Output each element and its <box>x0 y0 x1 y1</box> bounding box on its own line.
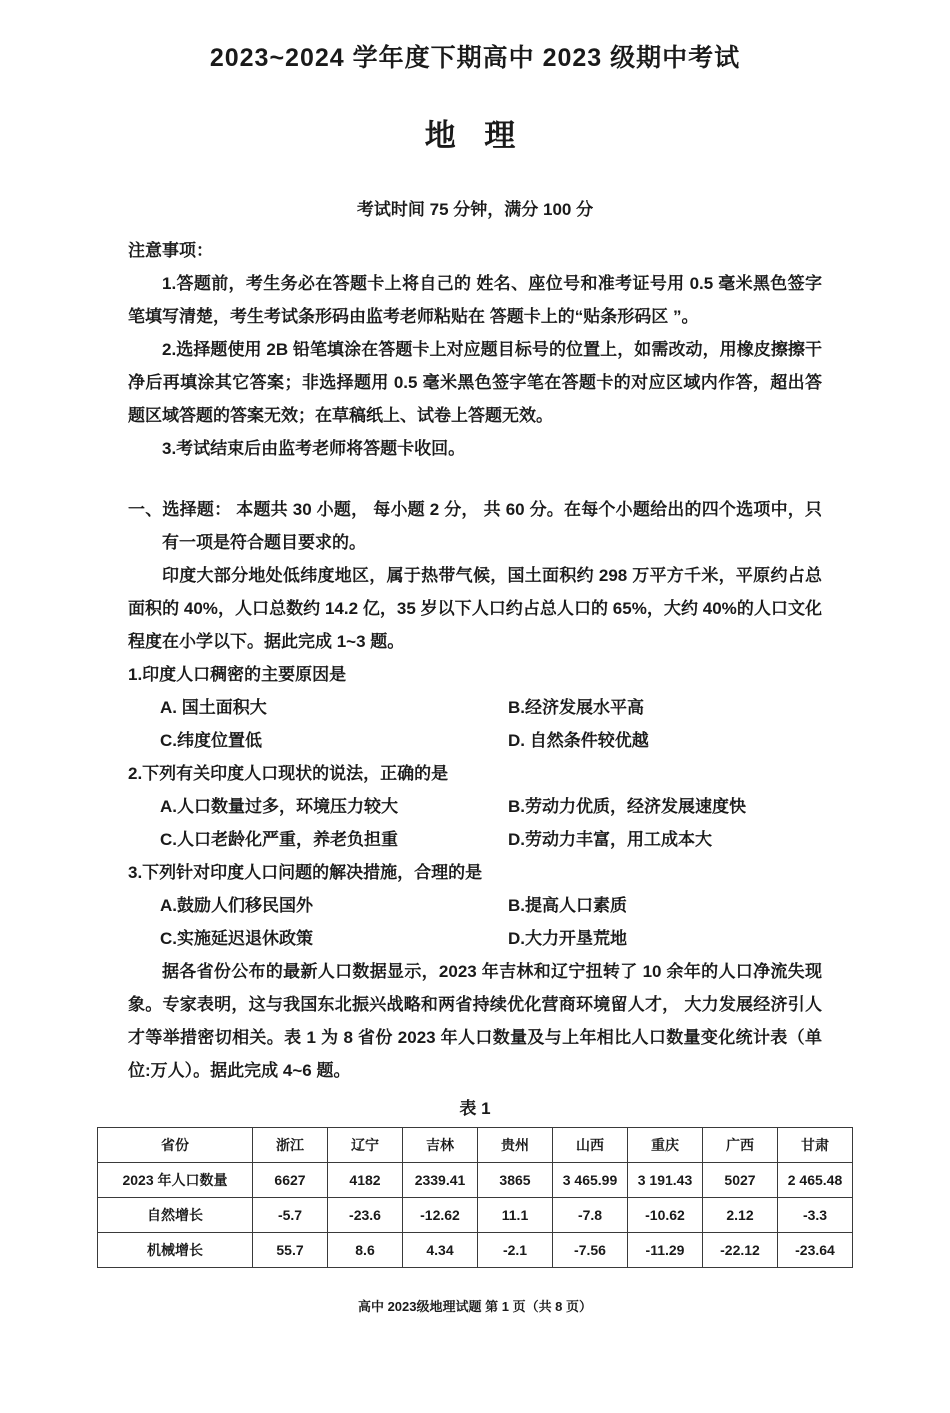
table-cell: -23.64 <box>778 1233 853 1268</box>
table-header-jilin: 吉林 <box>403 1128 478 1163</box>
population-table <box>97 1127 853 1268</box>
passage-population: 据各省份公布的最新人口数据显示，2023 年吉林和辽宁扭转了 10 余年的人口净流失现象。专家表明，这与我国东北振兴战略和两省持续优化营商环境留人才， 大力发展经济引人才等举措密切相关。表 1 为 8 省份 2023 年人口数量及与上年相比人口数量变化统计表（单位:万人）。据此完成 4~6 题。 <box>128 962 822 1080</box>
table-header-guizhou: 贵州 <box>478 1128 553 1163</box>
question-3-option-a: A.鼓励人们移民国外 <box>160 896 313 915</box>
question-3 <box>128 856 822 955</box>
notice-item-3: 3.考试结束后由监考老师将答题卡收回。 <box>162 439 466 458</box>
section-1-header: 一、选择题： 本题共 30 小题， 每小题 2 分， 共 60 分。在每个小题给出的四个选项中，只有一项是符合题目要求的。 <box>128 500 822 552</box>
table-cell: -7.56 <box>553 1233 628 1268</box>
question-3-options <box>128 889 822 955</box>
table-cell: 2.12 <box>703 1198 778 1233</box>
table-cell: 4.34 <box>403 1233 478 1268</box>
table-cell: -23.6 <box>328 1198 403 1233</box>
question-2-option-b: B.劳动力优质，经济发展速度快 <box>508 797 746 816</box>
table-cell: -22.12 <box>703 1233 778 1268</box>
table-row-natural-growth <box>98 1198 853 1233</box>
question-2-option-a: A.人口数量过多，环境压力较大 <box>160 797 398 816</box>
table-cell: 自然增长 <box>98 1198 253 1233</box>
table-cell: -12.62 <box>403 1198 478 1233</box>
question-1-option-c: C.纬度位置低 <box>160 731 262 750</box>
table-row-mechanical-growth <box>98 1233 853 1268</box>
table-row-population <box>98 1163 853 1198</box>
table-cell: -2.1 <box>478 1233 553 1268</box>
question-1-option-a: A. 国土面积大 <box>160 698 267 717</box>
table-cell: 3 191.43 <box>628 1163 703 1198</box>
table-cell: -10.62 <box>628 1198 703 1233</box>
table-header-zhejiang: 浙江 <box>253 1128 328 1163</box>
table-cell: -11.29 <box>628 1233 703 1268</box>
table-header-gansu: 甘肃 <box>778 1128 853 1163</box>
question-1-options <box>128 691 822 757</box>
passage-india: 印度大部分地处低纬度地区，属于热带气候，国土面积约 298 万平方千米，平原约占总面积的 40%，人口总数约 14.2 亿，35 岁以下人口约占总人口的 65%，大约 40%的人口文化程度在小学以下。据此完成 1~3 题。 <box>128 566 822 651</box>
notice-header: 注意事项： <box>128 241 213 260</box>
table-header-province: 省份 <box>98 1128 253 1163</box>
table-cell: 2 465.48 <box>778 1163 853 1198</box>
table-cell: 2023 年人口数量 <box>98 1163 253 1198</box>
table-header-shanxi: 山西 <box>553 1128 628 1163</box>
question-2 <box>128 757 822 856</box>
exam-time-score-info: 考试时间 75 分钟，满分 100 分 <box>356 200 594 219</box>
table-cell: -7.8 <box>553 1198 628 1233</box>
notice-item-2: 2.选择题使用 2B 铅笔填涂在答题卡上对应题目标号的位置上，如需改动，用橡皮擦擦干净后再填涂其它答案；非选择题用 0.5 毫米黑色签字笔在答题卡的对应区域内作答，超出答题区域答题的答案无效；在草稿纸上、试卷上答题无效。 <box>128 340 822 425</box>
question-1-stem: 1.印度人口稠密的主要原因是 <box>128 665 347 684</box>
table-cell: -5.7 <box>253 1198 328 1233</box>
page-footer: 高中 2023级地理试题 第 1 页（共 8 页） <box>357 1299 593 1314</box>
table-cell: 8.6 <box>328 1233 403 1268</box>
question-2-option-d: D.劳动力丰富，用工成本大 <box>508 830 712 849</box>
question-3-option-b: B.提高人口素质 <box>508 896 627 915</box>
question-2-stem: 2.下列有关印度人口现状的说法，正确的是 <box>128 764 449 783</box>
table-caption: 表 1 <box>459 1099 491 1118</box>
table-cell: 4182 <box>328 1163 403 1198</box>
table-header-guangxi: 广西 <box>703 1128 778 1163</box>
table-header-chongqing: 重庆 <box>628 1128 703 1163</box>
question-1 <box>128 658 822 757</box>
table-cell: 2339.41 <box>403 1163 478 1198</box>
table-cell: 6627 <box>253 1163 328 1198</box>
table-cell: 11.1 <box>478 1198 553 1233</box>
question-3-option-c: C.实施延迟退休政策 <box>160 929 313 948</box>
table-cell: -3.3 <box>778 1198 853 1233</box>
question-2-option-c: C.人口老龄化严重，养老负担重 <box>160 830 398 849</box>
table-cell: 55.7 <box>253 1233 328 1268</box>
table-header-row <box>98 1128 853 1163</box>
table-cell: 机械增长 <box>98 1233 253 1268</box>
table-cell: 3 465.99 <box>553 1163 628 1198</box>
table-cell: 5027 <box>703 1163 778 1198</box>
table-header-liaoning: 辽宁 <box>328 1128 403 1163</box>
exam-title: 2023~2024 学年度下期高中 2023 级期中考试 <box>209 44 741 72</box>
subject-title: 地 理 <box>424 118 526 153</box>
question-3-option-d: D.大力开垦荒地 <box>508 929 627 948</box>
question-1-option-b: B.经济发展水平高 <box>508 698 644 717</box>
notice-item-1: 1.答题前，考生务必在答题卡上将自己的 姓名、座位号和准考证号用 0.5 毫米黑色签字笔填写清楚，考生考试条形码由监考老师粘贴在 答题卡上的“贴条形码区 ”。 <box>128 274 822 326</box>
question-1-option-d: D. 自然条件较优越 <box>508 731 649 750</box>
question-3-stem: 3.下列针对印度人口问题的解决措施，合理的是 <box>128 863 483 882</box>
question-2-options <box>128 790 822 856</box>
table-cell: 3865 <box>478 1163 553 1198</box>
